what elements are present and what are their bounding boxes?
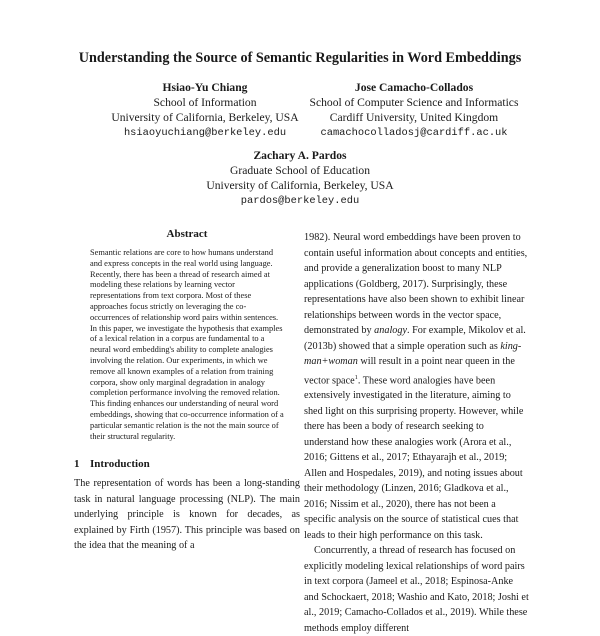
author-name: Jose Camacho-Collados	[354, 81, 474, 94]
author-block-3	[180, 148, 420, 209]
paragraph-2: Concurrently, a thread of research has focused on explicitly modeling lexical relationships of word pairs in text corpora (Jameel et al., 2018; Espinosa-Anke and Schockaert, 2018; Washio and Kato, 2018; Joshi et al., 2019; Camacho-Collados et al., 2019). While these methods employ different	[304, 545, 529, 634]
text-run: will result in a point near queen in the vector space	[304, 356, 515, 386]
abstract-text: Semantic relations are core to how humans understand and express concepts in the real world using language. Recently, there has been a thread of research aimed at modeling these relations by learning vector representations from text corpora. Most of these approaches focus strictly on leveraging the co-occurrences of relationship word pairs within sentences. In this paper, we investigate the hypothesis that examples of a lexical relation in a corpus are fundamental to a neural word embedding's ability to complete analogies involving the relation. Our experiments, in which we remove all known examples of a relation from training corpora, show only marginal degradation in analogy completion performance involving the removed relation. This finding enhances our understanding of neural word embeddings, showing that co-occurrence information of a particular semantic relation is the not the main source of their structural regularity.	[90, 248, 284, 441]
author-block-1	[90, 80, 320, 141]
text-italic: king-man+woman	[304, 340, 522, 367]
author-email: hsiaoyuchiang@berkeley.edu	[123, 126, 287, 139]
paper-title: Understanding the Source of Semantic Regularities in Word Embeddings	[78, 50, 522, 66]
author-affiliation: University of California, Berkeley, USA	[111, 111, 299, 125]
author-affiliation: University of California, Berkeley, USA	[206, 179, 394, 193]
author-name: Zachary A. Pardos	[253, 149, 347, 162]
text-run: . For example, Mikolov et al. (2013b) showed that a simple operation such as	[304, 325, 526, 352]
left-column	[74, 228, 300, 554]
text-run: 1982). Neural word embeddings have been proven to contain useful information about concepts and entities, and provide a generalization boost to many NLP applications (Goldberg, 2017). Surprisingly, these representations have also been shown to exhibit linear relationships between words in the vector space, demonstrated by	[304, 232, 528, 336]
author-name: Hsiao-Yu Chiang	[162, 81, 248, 94]
author-affiliation: Cardiff University, United Kingdom	[329, 111, 499, 125]
section-number: 1	[74, 458, 80, 471]
author-department: Graduate School of Education	[229, 164, 371, 178]
section-title: Introduction	[90, 458, 150, 471]
author-email: pardos@berkeley.edu	[240, 194, 360, 207]
section-heading-introduction	[74, 458, 300, 470]
author-department: School of Information	[153, 96, 257, 110]
text-italic: analogy	[374, 325, 407, 336]
abstract-heading: Abstract	[166, 228, 208, 240]
introduction-text: The representation of words has been a long-standing task in natural language processing (NLP). The main underlying principle is known for decades, as explained by Firth (1957). This principle was based on the idea that the meaning of a	[74, 478, 300, 552]
author-email: camachocolladosj@cardiff.ac.uk	[320, 126, 508, 139]
paragraph-1	[304, 230, 530, 543]
footnote-marker: 1	[354, 373, 358, 381]
right-column	[304, 230, 530, 636]
text-run: . These word analogies have been extensively investigated in the literature, aiming to shed light on this surprising property. However, while there has been a body of research seeking to understand how these analogies work (Arora et al., 2016; Gittens et al., 2017; Ethayarajh et al., 2019; Allen and Hospedales, 2019), and noting issues about their methodology (Linzen, 2016; Gladkova et al., 2016; Nissim et al., 2020), there has not been a specific analysis on the source of statistical cues that leads to their high performance on this task.	[304, 374, 524, 541]
author-block-2	[300, 80, 528, 141]
author-department: School of Computer Science and Informatics	[309, 96, 519, 110]
